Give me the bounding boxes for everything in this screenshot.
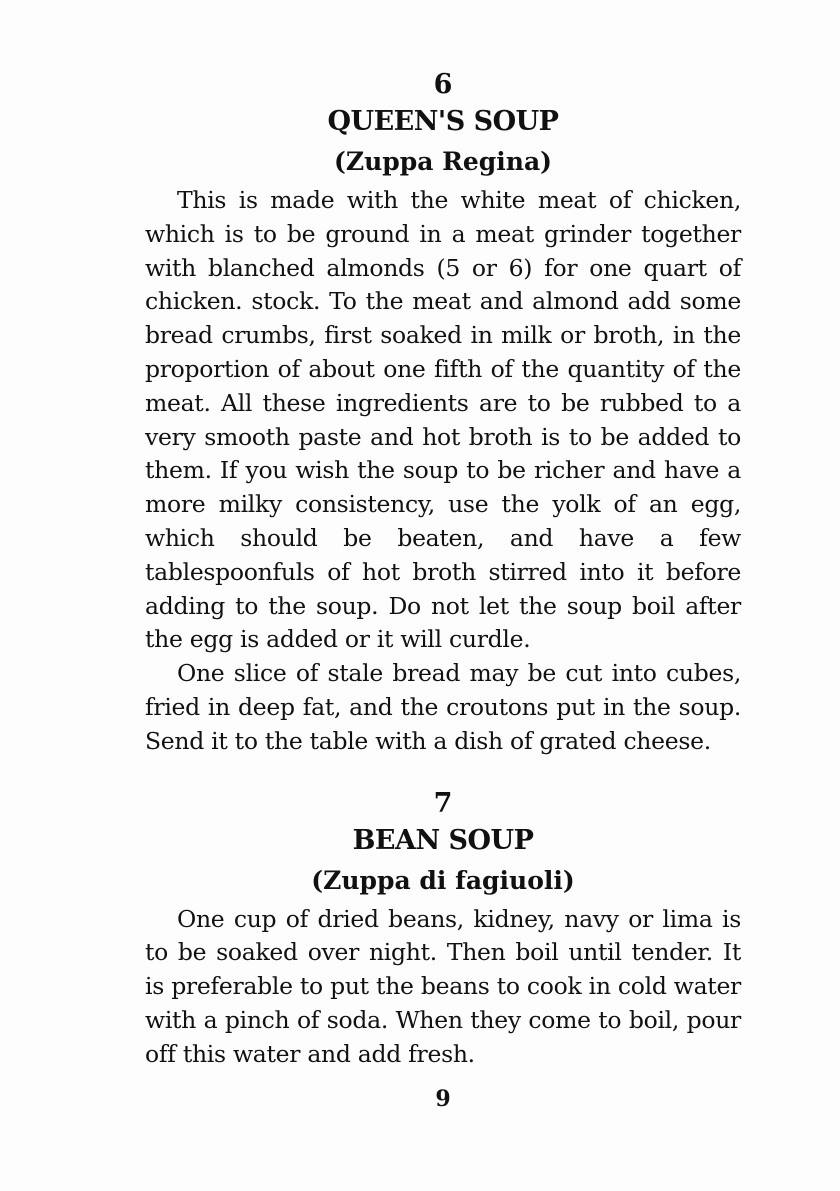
recipe-title: QUEEN'S SOUP [327,106,559,137]
recipe-paragraph: One slice of stale bread may be cut into cubes, fried in deep fat, and the croutons put in the soup. Send it to the table with a dish of grated cheese. [145,659,741,755]
section-spacer [145,759,741,787]
recipe-title: BEAN SOUP [352,824,534,856]
recipe-number: 6 [433,69,453,100]
recipe-queens-soup [145,68,741,759]
recipe-number: 7 [433,787,453,819]
book-page [145,68,741,1114]
recipe-subtitle: (Zuppa di fagiuoli) [311,865,575,895]
recipe-paragraph: One cup of dried beans, kidney, navy or lima is to be soaked over night. Then boil until tender. It is preferable to put the beans to cook in cold water with a pinch of soda. When they come to boil, pour off this water and add fresh. [145,904,741,1068]
recipe-subtitle: (Zuppa Regina) [334,147,552,176]
recipe-bean-soup [145,787,741,1072]
page-number: 9 [435,1085,451,1112]
recipe-paragraph: This is made with the white meat of chicken, which is to be ground in a meat grinder together with blanched almonds (5 or 6) for one quart of chicken. stock. To the meat and almond add some bread crumbs, first soaked in milk or broth, in the proportion of about one fifth of the quantity of the meat. All these ingredients are to be rubbed to a very smooth paste and hot broth is to be added to them. If you wish the soup to be richer and have a more milky consistency, use the yolk of an egg, which should be beaten, and have a few tablespoonfuls of hot broth stirred into it before adding to the soup. Do not let the soup boil after the egg is added or it will curdle. [145,186,741,654]
